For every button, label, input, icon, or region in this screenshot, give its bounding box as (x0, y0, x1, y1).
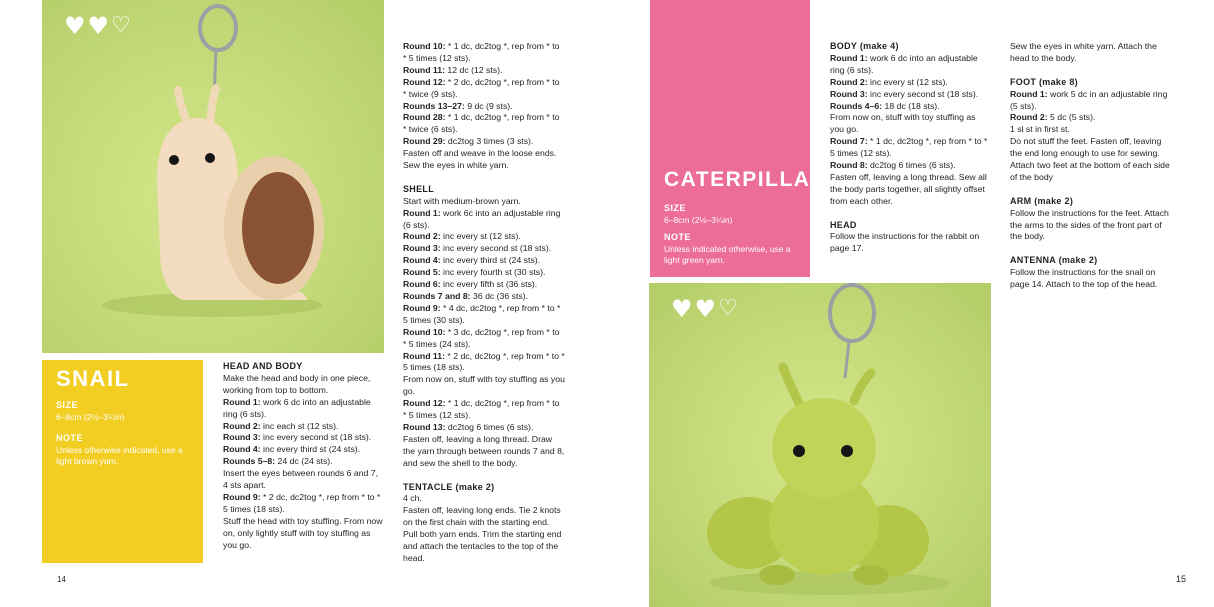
round-instruction (403, 255, 565, 267)
round-text: * 4 dc, dc2tog *, rep from * to * 5 times (30 sts). (403, 302, 561, 325)
note-heading: NOTE (56, 433, 84, 443)
caterpillar-info-panel (650, 0, 828, 277)
round-text: * 1 dc, dc2tog *, rep from * to * twice (6 sts). (403, 112, 560, 135)
section-heading: TENTACLE (make 2) (403, 481, 495, 492)
section-heading: HEAD (830, 219, 857, 230)
instructions-column (403, 41, 565, 565)
spacer (1010, 184, 1172, 196)
round-label: Rounds 4–6: (830, 100, 883, 111)
round-instruction (223, 421, 383, 433)
round-label: Round 6: (403, 279, 441, 290)
instruction-text: Make the head and body in one piece, working from top to bottom. (223, 372, 371, 395)
round-label: Round 12: (403, 76, 446, 87)
size-value: 6–8cm (2½–3¼in) (56, 411, 125, 422)
round-instruction (403, 231, 565, 243)
round-text: inc each st (12 sts). (260, 420, 339, 431)
snail-keyring-photo (42, 0, 384, 353)
round-text: * 2 dc, dc2tog *, rep from * to * twice (9 sts). (403, 76, 560, 99)
spacer (403, 172, 565, 184)
instruction-text: Insert the eyes between rounds 6 and 7, 4 sts apart. (223, 468, 379, 491)
round-instruction (403, 303, 565, 327)
round-text: work 6 dc into an adjustable ring (6 sts). (223, 396, 371, 419)
round-label: Round 12: (403, 398, 446, 409)
round-instruction (403, 351, 565, 375)
size-value: 6–8cm (2½–3¼in) (664, 214, 733, 225)
round-label: Round 1: (1010, 88, 1048, 99)
round-text: work 5 dc in an adjustable ring (5 sts). (1010, 88, 1168, 111)
round-text: 9 dc (9 sts). (464, 100, 513, 111)
round-label: Round 11: (403, 64, 445, 75)
round-instruction (223, 492, 383, 516)
instruction-text: From now on, stuff with toy stuffing as you go. (403, 374, 565, 397)
round-instruction (1010, 112, 1172, 124)
round-label: Rounds 5–8: (223, 456, 276, 467)
instruction-text: Fasten off and weave in the loose ends. Sew the eyes in white yarn. (403, 148, 557, 171)
instruction-text: From now on, stuff with toy stuffing as you go. (830, 112, 976, 135)
instruction-text: Follow the instructions for the feet. Attach the arms to the sides of the front part of the body. (1010, 207, 1169, 242)
round-text: inc every st (12 sts). (440, 231, 521, 242)
round-text: dc2tog 6 times (6 sts). (445, 421, 534, 432)
round-label: Round 13: (403, 421, 446, 432)
round-text: * 1 dc, dc2tog *, rep from * to * 5 times (12 sts). (830, 136, 988, 159)
instructions-column (830, 41, 990, 255)
note-block (56, 433, 193, 468)
pattern-title: SNAIL (56, 366, 130, 391)
note-block (664, 232, 800, 267)
round-label: Round 1: (223, 396, 261, 407)
round-instruction (403, 136, 565, 148)
round-label: Round 8: (830, 160, 868, 171)
round-instruction (830, 136, 990, 160)
heart-filled-icon: ♥ (87, 12, 110, 40)
spacer (1010, 65, 1172, 77)
round-label: Round 2: (1010, 112, 1048, 123)
round-instruction (830, 101, 990, 113)
round-label: Round 29: (403, 136, 446, 147)
round-text: 18 dc (18 sts). (882, 100, 940, 111)
round-text: * 1 dc, dc2tog *, rep from * to * 5 times (12 sts). (403, 41, 560, 63)
caterpillar-keyring-photo (649, 283, 991, 607)
section-heading: BODY (make 4) (830, 41, 899, 51)
round-label: Round 1: (403, 207, 441, 218)
round-text: 12 dc (12 sts). (445, 64, 503, 75)
round-text: 24 dc (24 sts). (275, 456, 333, 467)
round-label: Round 10: (403, 41, 446, 51)
round-label: Round 4: (223, 444, 261, 455)
size-heading: SIZE (56, 400, 79, 410)
caterpillar-illustration (649, 283, 991, 607)
round-instruction (403, 398, 565, 422)
section-heading: FOOT (make 8) (1010, 76, 1078, 87)
round-text: 5 dc (5 sts). (1047, 112, 1096, 123)
spacer (1010, 243, 1172, 255)
instructions-column (1010, 41, 1172, 291)
round-text: dc2tog 6 times (6 sts). (867, 160, 956, 171)
note-heading: NOTE (664, 232, 692, 242)
round-text: inc every fifth st (36 sts). (440, 279, 538, 290)
instruction-text: Fasten off, leaving a long thread. Draw the yarn through between rounds 7 and 8, and sew the shell to the body. (403, 433, 565, 468)
round-text: * 3 dc, dc2tog *, rep from * to * 5 times (24 sts). (403, 326, 560, 349)
round-label: Round 7: (830, 136, 868, 147)
spacer (403, 470, 565, 482)
round-label: Round 3: (830, 88, 868, 99)
round-label: Round 9: (223, 491, 261, 502)
snail-illustration (42, 0, 384, 353)
round-instruction (403, 327, 565, 351)
size-heading: SIZE (664, 203, 687, 213)
round-instruction (403, 291, 565, 303)
instruction-text: Do not stuff the feet. Fasten off, leaving the end long enough to use for sewing. Attach two feet at the bottom of each side of the body (1010, 136, 1170, 182)
instructions-column (223, 361, 383, 552)
round-text: 36 dc (36 sts). (470, 291, 529, 302)
round-label: Round 10: (403, 326, 446, 337)
round-label: Round 3: (223, 432, 261, 443)
heart-outline-icon: ♡ (718, 296, 738, 321)
round-instruction (223, 432, 383, 444)
round-instruction (223, 456, 383, 468)
note-text: Unless indicated otherwise, use a light green yarn. (664, 243, 791, 265)
round-label: Rounds 7 and 8: (403, 291, 471, 302)
note-text: Unless otherwise indicated, use a light brown yarn. (56, 444, 183, 466)
round-label: Round 5: (403, 267, 441, 278)
round-text: inc every second st (18 sts). (867, 88, 979, 99)
round-text: * 2 dc, dc2tog *, rep from * to * 5 times (18 sts). (403, 350, 565, 373)
spacer (830, 208, 990, 220)
pattern-title: CATERPILLAR (664, 168, 828, 191)
instruction-text: Fasten off, leaving a long thread. Sew all the body parts together, all slightly offset from each other. (830, 171, 987, 206)
size-block (664, 203, 800, 226)
round-text: dc2tog 3 times (3 sts). (445, 136, 534, 147)
round-instruction (830, 160, 990, 172)
round-instruction (403, 65, 565, 77)
round-instruction (403, 267, 565, 279)
round-instruction (403, 243, 565, 255)
round-label: Round 2: (830, 76, 868, 87)
round-instruction (403, 208, 565, 232)
difficulty-hearts (671, 297, 738, 321)
round-instruction (830, 53, 990, 77)
round-instruction (403, 101, 565, 113)
round-instruction (403, 279, 565, 291)
section-heading: SHELL (403, 183, 435, 194)
round-label: Round 4: (403, 255, 441, 266)
instruction-text: Start with medium-brown yarn. (403, 195, 521, 206)
round-text: inc every third st (24 sts). (440, 255, 541, 266)
round-instruction (830, 89, 990, 101)
round-label: Round 3: (403, 243, 441, 254)
heart-filled-icon: ♥ (694, 295, 717, 323)
snail-info-panel (42, 360, 203, 563)
instruction-text: 1 sl st in first st. (1010, 124, 1070, 135)
round-text: inc every st (12 sts). (867, 76, 948, 87)
instruction-text: Sew the eyes in white yarn. Attach the head to the body. (1010, 41, 1157, 63)
right-page (607, 0, 1214, 607)
heart-outline-icon: ♡ (111, 13, 131, 38)
instruction-text: Fasten off, leaving long ends. Tie 2 knots on the first chain with the starting end. Pull both yarn ends. Trim the starting end and attach the tentacles to the top of the head. (403, 505, 562, 563)
round-instruction (403, 41, 565, 65)
instruction-text: Follow the instructions for the snail on page 14. Attach to the top of the head. (1010, 267, 1158, 290)
difficulty-hearts (64, 14, 131, 38)
round-instruction (1010, 89, 1172, 113)
section-heading: HEAD AND BODY (223, 361, 303, 371)
round-label: Round 9: (403, 302, 441, 313)
heart-filled-icon: ♥ (671, 295, 693, 323)
round-instruction (223, 397, 383, 421)
round-text: inc every third st (24 sts). (260, 444, 361, 455)
round-text: inc every fourth st (30 sts). (440, 267, 546, 278)
section-heading: ANTENNA (make 2) (1010, 255, 1098, 266)
size-block (56, 400, 193, 423)
round-text: * 1 dc, dc2tog *, rep from * to * 5 times (12 sts). (403, 398, 560, 421)
page-number: 14 (57, 575, 66, 584)
heart-filled-icon: ♥ (64, 12, 86, 40)
round-instruction (403, 77, 565, 101)
round-instruction (403, 112, 565, 136)
round-label: Rounds 13–27: (403, 100, 465, 111)
round-label: Round 1: (830, 52, 868, 63)
round-text: work 6c into an adjustable ring (6 sts). (403, 207, 561, 230)
instruction-text: Stuff the head with toy stuffing. From now on, only lightly stuff with toy stuffing as you go. (223, 515, 383, 550)
round-text: inc every second st (18 sts). (440, 243, 552, 254)
round-text: * 2 dc, dc2tog *, rep from * to * 5 times (18 sts). (223, 491, 381, 514)
instruction-text: 4 ch. (403, 493, 422, 504)
round-label: Round 2: (403, 231, 441, 242)
instruction-text: Follow the instructions for the rabbit on page 17. (830, 231, 980, 254)
round-text: work 6 dc into an adjustable ring (6 sts). (830, 52, 978, 75)
round-instruction (223, 444, 383, 456)
round-text: inc every second st (18 sts). (260, 432, 372, 443)
round-label: Round 11: (403, 350, 445, 361)
page-number: 15 (1175, 574, 1186, 584)
round-instruction (830, 77, 990, 89)
round-label: Round 2: (223, 420, 261, 431)
round-instruction (403, 422, 565, 434)
round-label: Round 28: (403, 112, 446, 123)
section-heading: ARM (make 2) (1010, 195, 1074, 206)
